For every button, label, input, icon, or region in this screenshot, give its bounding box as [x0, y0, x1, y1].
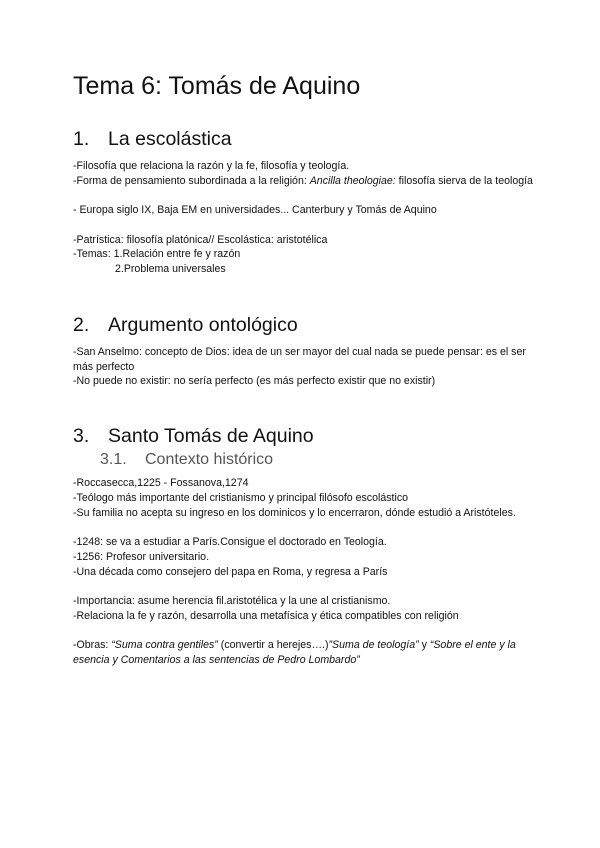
- paragraph: -No puede no existir: no sería perfecto (es más perfecto existir que no existir): [73, 375, 436, 387]
- latin-term: Ancilla theologiae:: [309, 175, 396, 187]
- paragraph: -Su familia no acepta su ingreso en los dominicos y lo encerraron, dónde estudió a Aristóteles.: [73, 507, 516, 519]
- section-title: La escolástica: [108, 128, 232, 150]
- paragraph-indented: 2.Problema universales: [115, 263, 226, 275]
- section-title: Argumento ontológico: [108, 314, 298, 336]
- page-title: Tema 6: Tomás de Aquino: [73, 72, 361, 100]
- subsection-number: 3.1.: [100, 451, 127, 468]
- text-run: filosofía sierva de la teología: [395, 175, 533, 187]
- paragraph: -Patrística: filosofía platónica// Escolástica: aristotélica: [73, 234, 328, 246]
- paragraph: - Europa siglo IX, Baja EM en universidades... Canterbury y Tomás de Aquino: [73, 204, 437, 216]
- section-title: Santo Tomás de Aquino: [108, 425, 314, 447]
- work-title: “Suma contra gentiles”: [111, 639, 218, 651]
- section-number: 2.: [73, 314, 90, 336]
- paragraph-obras: [73, 638, 533, 667]
- subsection-title: Contexto histórico: [145, 451, 274, 468]
- section-heading-escolastica: [73, 128, 232, 151]
- paragraph: -Roccasecca,1225 - Fossanova,1274: [73, 477, 249, 489]
- paragraph: -1248: se va a estudiar a París.Consigue el doctorado en Teología.: [73, 536, 387, 548]
- text-run: (convertir a herejes….): [217, 639, 329, 651]
- paragraph: -Temas: 1.Relación entre fe y razón: [73, 248, 241, 260]
- paragraph: -Importancia: asume herencia fil.aristotélica y la une al cristianismo.: [73, 595, 391, 607]
- section-number: 1.: [73, 128, 90, 150]
- paragraph: -San Anselmo: concepto de Dios: idea de un ser mayor del cual nada se puede pensar: es el ser más perfecto: [73, 346, 526, 373]
- subsection-heading: [100, 451, 273, 469]
- text-run: -Obras:: [73, 639, 112, 651]
- text-run: y: [418, 639, 430, 651]
- paragraph: [73, 174, 533, 189]
- section-heading-argumento: [73, 314, 298, 337]
- paragraph: -1256: Profesor universitario.: [73, 551, 210, 563]
- paragraph: -Teólogo más importante del cristianismo y principal filósofo escolástico: [73, 492, 409, 504]
- text-run: -Forma de pensamiento subordinada a la religión:: [73, 175, 310, 187]
- paragraph: -Relaciona la fe y razón, desarrolla una metafísica y ética compatibles con religión: [73, 610, 459, 622]
- paragraph: -Filosofía que relaciona la razón y la fe, filosofía y teología.: [73, 160, 350, 172]
- section-number: 3.: [73, 425, 90, 447]
- work-title: “Sobre el ente y la esencia y Comentarios a las sentencias de Pedro Lombardo”: [73, 639, 516, 666]
- paragraph: -Una década como consejero del papa en Roma, y regresa a París: [73, 566, 388, 578]
- section-heading-santo-tomas: [73, 425, 314, 448]
- work-title: ”Suma de teología”: [328, 639, 419, 651]
